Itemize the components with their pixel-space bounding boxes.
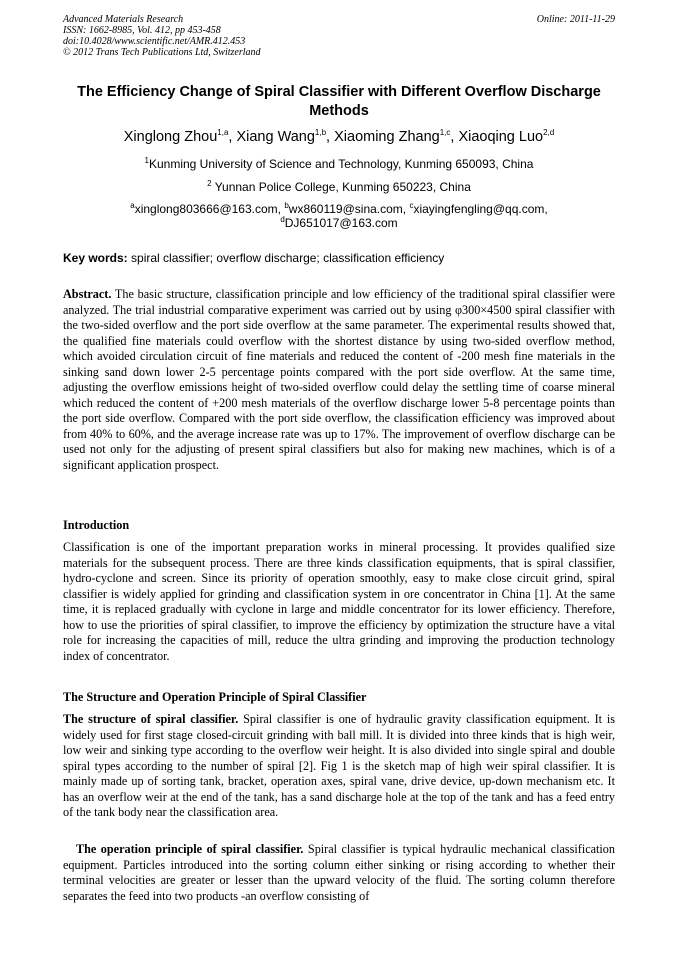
copyright-line: © 2012 Trans Tech Publications Ltd, Switzerland xyxy=(63,47,261,58)
structure-section-heading: The Structure and Operation Principle of Spiral Classifier xyxy=(63,690,367,704)
author-list xyxy=(63,128,615,146)
structure-paragraph-text: Spiral classifier is one of hydraulic gravity classification equipment. It is widely used for first stage closed-circuit grinding with ball mill. It is divided into three kinds that is high weir, low weir and sinking type according to the overflow weir height. It is also divided into single spiral and double spiral types according to the number of spiral [2]. Fig 1 is the sketch map of high weir spiral classifier. It is mainly made up of sorting tank, bracket, operation axes, spiral vane, drive device, up-down mechanism etc. It has an overflow weir at the end of the tank, has a sand discharge hole at the top of the tank and has a feed entry of the tank body near the classification area. xyxy=(63,712,615,819)
email-marker: a xyxy=(130,201,135,210)
abstract-text: The basic structure, classification principle and low efficiency of the traditional spiral classifier were analyzed. The trial industrial comparative experiment was carried out by using φ300×4500 spiral classifier with the two-sided overflow and the port side overflow at the same parameter. The experimental results showed that, the qualified fine materials could overflow with the shortest distance by using two-sided overflow method, which avoided circulation circuit of fine materials and reduced the content of -200 mesh fine materials in the sinking sand down lower 2-5 percentage points compared with the port side overflow. At the same time, adjusting the overflow emissions height of two-sided overflow could delay the settling time of coarse mineral which reduced the content of +200 mesh materials of the overflow discharge lower 5-8 percentage points than the port side overflow. Compared with the port side overflow, the classification efficiency was improved about from 40% to 60%, and the average increase rate was up to 17%. The improvement of overflow discharge can be used not only for the adjusting of present spiral classifiers but also for making new machines, which is of a significant application prospect. xyxy=(63,287,615,472)
author-separator: , xyxy=(228,129,237,145)
affiliation-marker: 1 xyxy=(144,156,149,165)
keywords-text: spiral classifier; overflow discharge; classification efficiency xyxy=(127,251,445,265)
author-separator: , xyxy=(450,129,459,145)
affiliation-marker: 2 xyxy=(207,179,212,188)
running-header xyxy=(63,14,615,58)
email-link[interactable]: DJ651017@163.com xyxy=(284,216,398,230)
email-marker: d xyxy=(280,215,285,224)
email-link[interactable]: xinglong803666@163.com, xyxy=(134,202,285,216)
author-affiliation-marker: 1,c xyxy=(439,128,451,138)
abstract xyxy=(63,287,615,473)
online-date: Online: 2011-11-29 xyxy=(536,14,615,25)
keywords xyxy=(63,251,615,265)
author-name: Xiaoqing Luo xyxy=(458,129,544,145)
affiliation-2 xyxy=(63,180,615,194)
affiliation-1 xyxy=(63,157,615,171)
affiliation-text: Kunming University of Science and Technology, Kunming 650093, China xyxy=(148,157,534,171)
email-list xyxy=(63,202,615,230)
introduction-paragraph: Classification is one of the important preparation works in mineral processing. It provides qualified size materials for the subsequent process. There are three kinds classification equipments, that is spiral classifier, hydro-cyclone and screen. Since its priority of operation smoothly, easy to make close circuit grind, spiral classifier is widely applied for grinding and classification system in ore concentrator in China [1]. At the same time, it is replaced gradually with cyclone in large and middle concentrator for its lower efficiency. Therefore, how to use the priorities of spiral classifier, to improve the efficiency by optimization the structure have a vital role for increasing the capacities of mill, reduce the ultra grinding and improving the production technology index of concentrator. xyxy=(63,540,615,663)
operation-principle-text: Spiral classifier is typical hydraulic mechanical classification equipment. Particles introduced into the sorting column either sinking or rising according to whether their terminal velocities are greater or lesser than the upward velocity of the fluid. The sorting column therefore separates the feed into two products -an overflow consisting of xyxy=(63,842,615,903)
email-link[interactable]: wx860119@sina.com, xyxy=(288,202,410,216)
operation-principle-label: The operation principle of spiral classifier. xyxy=(76,842,304,856)
operation-principle-paragraph xyxy=(63,842,615,904)
abstract-label: Abstract. xyxy=(63,287,112,301)
email-link[interactable]: xiayingfengling@qq.com, xyxy=(413,202,548,216)
structure-paragraph-label: The structure of spiral classifier. xyxy=(63,712,239,726)
email-marker: c xyxy=(409,201,414,210)
issn-line: ISSN: 1662-8985, Vol. 412, pp 453-458 xyxy=(63,25,221,36)
paper-title: The Efficiency Change of Spiral Classifier with Different Overflow Discharge Methods xyxy=(77,84,601,119)
author-affiliation-marker: 2,d xyxy=(543,128,555,138)
journal-name: Advanced Materials Research xyxy=(63,14,184,25)
affiliation-text: Yunnan Police College, Kunming 650223, China xyxy=(214,180,471,194)
author-name: Xinglong Zhou xyxy=(123,129,218,145)
keywords-label: Key words: xyxy=(63,251,128,265)
introduction-heading: Introduction xyxy=(63,518,130,532)
author-name: Xiaoming Zhang xyxy=(334,129,440,145)
author-affiliation-marker: 1,b xyxy=(314,128,327,138)
structure-paragraph xyxy=(63,712,615,821)
author-separator: , xyxy=(326,129,335,145)
doi-line: doi:10.4028/www.scientific.net/AMR.412.453 xyxy=(63,36,246,47)
email-marker: b xyxy=(284,201,289,210)
author-affiliation-marker: 1,a xyxy=(217,128,229,138)
author-name: Xiang Wang xyxy=(236,129,315,145)
